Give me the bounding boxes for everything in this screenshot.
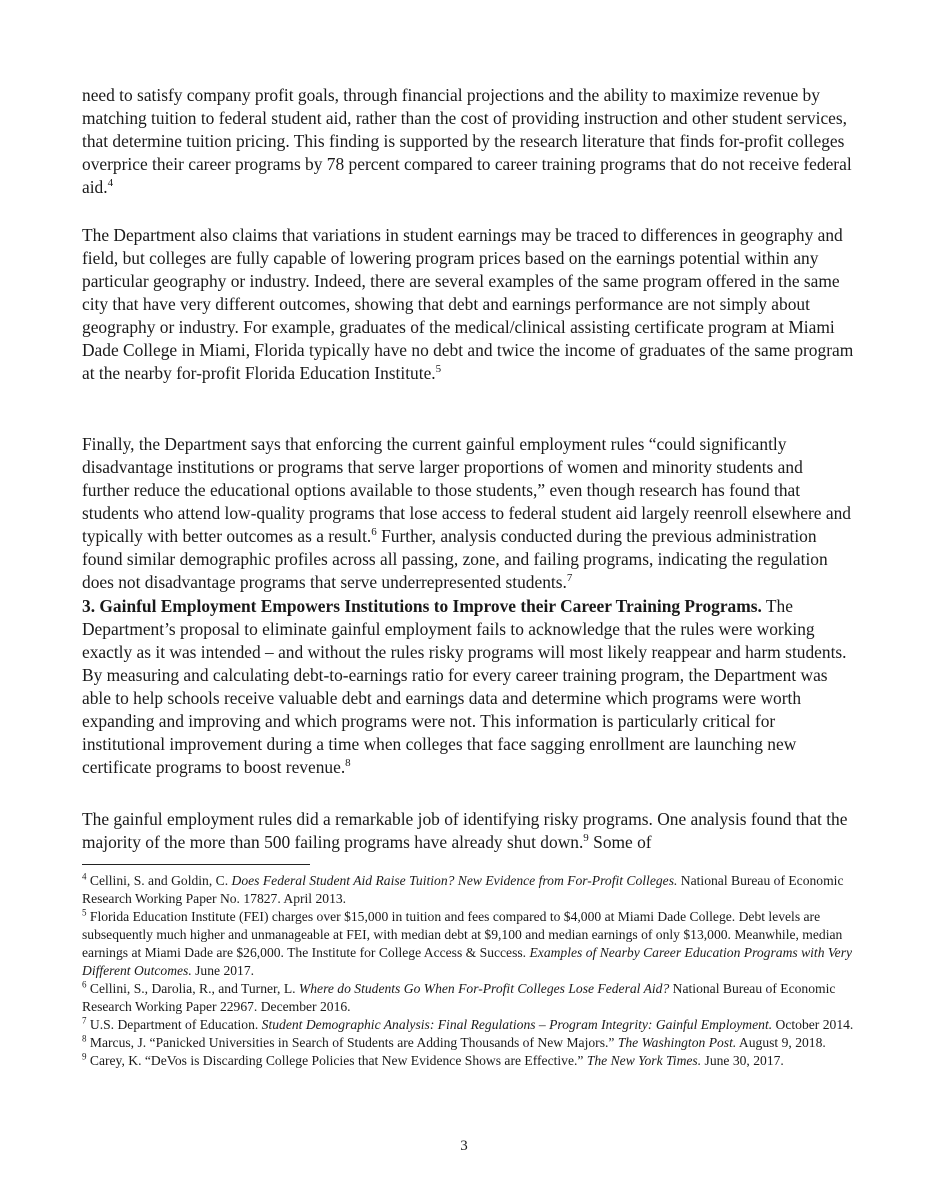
footnote-title: The New York Times.	[586, 1053, 702, 1068]
paragraph-text: Finally, the Department says that enforcing the current gainful employment rules “could significantly disadvantage institutions or programs that serve larger proportions of women and minority students and further reduce the educational options available to those students,” even though research has found that students who attend low-quality programs that lose access to federal student aid largely reenroll elsewhere and typically with better outcomes as a result.	[82, 434, 851, 546]
body-paragraph	[82, 808, 854, 854]
footnote-text: Carey, K. “DeVos is Discarding College Policies that New Evidence Shows are Effective.”	[86, 1053, 587, 1068]
footnote-reference: 6	[371, 526, 377, 539]
footnote-number: 8	[82, 1033, 87, 1044]
paragraph-text: Further, analysis conducted during the previous administration found similar demographic profiles across all passing, zone, and failing programs, indicating the regulation does not disadvantage programs that serve underrepresented students.	[82, 526, 828, 592]
body-paragraph	[82, 433, 854, 594]
footnote-text: National Bureau of Economic Research Working Paper No. 17827. April 2013.	[82, 873, 844, 906]
footnote-text: August 9, 2018.	[736, 1035, 826, 1050]
footnote-title: Where do Students Go When For-Profit Colleges Lose Federal Aid?	[298, 981, 670, 996]
footnotes-section	[82, 872, 857, 1070]
footnote-text: Cellini, S. and Goldin, C.	[86, 873, 232, 888]
paragraph-text: need to satisfy company profit goals, through financial projections and the ability to maximize revenue by matching tuition to federal student aid, rather than the cost of providing instruction and other student services, that determine tuition pricing. This finding is supported by the research literature that finds for-profit colleges overprice their career programs by 78 percent compared to career training programs that do not receive federal aid.	[82, 85, 852, 197]
footnote	[82, 1034, 857, 1052]
footnote-text: National Bureau of Economic Research Working Paper 22967. December 2016.	[82, 981, 836, 1014]
page-number: 3	[460, 1138, 468, 1154]
footnote-title: Does Federal Student Aid Raise Tuition? New Evidence from For-Profit Colleges.	[231, 873, 678, 888]
footnote-reference: 8	[345, 757, 351, 770]
footnote-number: 7	[82, 1015, 87, 1026]
footnote-divider	[82, 864, 310, 865]
footnote	[82, 1052, 857, 1070]
footnote-title: Examples of Nearby Career Education Programs with Very Different Outcomes.	[82, 945, 853, 978]
footnote-text: June 2017.	[191, 963, 255, 978]
footnote-title: The Washington Post.	[617, 1035, 737, 1050]
footnote-reference: 7	[566, 572, 573, 585]
footnote-number: 9	[82, 1051, 87, 1062]
footnote-text: October 2014.	[772, 1017, 854, 1032]
paragraph-text: The Department also claims that variations in student earnings may be traced to differences in geography and field, but colleges are fully capable of lowering program prices based on the earnings potential within any particular geography or industry. Indeed, there are several examples of the same program offered in the same city that have very different outcomes, showing that debt and earnings performance are not simply about geography or industry. For example, graduates of the medical/clinical assisting certificate program at Miami Dade College in Miami, Florida typically have no debt and twice the income of graduates of the same program at the nearby for-profit Florida Education Institute.	[82, 225, 854, 383]
paragraph-text: Some of	[588, 832, 652, 852]
footnote-text: Cellini, S., Darolia, R., and Turner, L.	[86, 981, 299, 996]
footnote-reference: 5	[435, 363, 442, 376]
footnote-title: Student Demographic Analysis: Final Regulations – Program Integrity: Gainful Employment.	[261, 1017, 773, 1032]
footnote-text: Marcus, J. “Panicked Universities in Search of Students are Adding Thousands of New Majors.”	[86, 1035, 618, 1050]
footnote-text: Florida Education Institute (FEI) charges over $15,000 in tuition and fees compared to $4,000 at Miami Dade College. Debt levels are subsequently much higher and unmanageable at FEI, with median debt at $9,100 and median earnings of only $13,000. Meanwhile, median earnings at Miami Dade are $26,000. The Institute for College Access & Success.	[82, 909, 843, 960]
footnote-reference: 9	[583, 832, 589, 845]
footnote-text: June 30, 2017.	[701, 1053, 784, 1068]
footnote-number: 4	[82, 871, 87, 882]
footnote-number: 5	[82, 907, 87, 918]
section-paragraph	[82, 595, 854, 779]
footnote-text: U.S. Department of Education.	[86, 1017, 262, 1032]
footnote-number: 6	[82, 979, 87, 990]
body-paragraph	[82, 224, 854, 385]
footnote	[82, 1016, 857, 1034]
footnote	[82, 872, 857, 908]
footnote	[82, 980, 857, 1016]
paragraph-text: The Department’s proposal to eliminate gainful employment fails to acknowledge that the rules were working exactly as it was intended – and without the rules risky programs will most likely reappear and harm students. By measuring and calculating debt-to-earnings ratio for every career training program, the Department was able to help schools receive valuable debt and earnings data and determine which programs were worth expanding and improving and which programs were not. This information is particularly critical for institutional improvement during a time when colleges that face sagging enrollment are launching new certificate programs to boost revenue.	[82, 596, 847, 777]
paragraph-text: The gainful employment rules did a remarkable job of identifying risky programs. One analysis found that the majority of the more than 500 failing programs have already shut down.	[82, 809, 848, 852]
section-heading: 3. Gainful Employment Empowers Institutions to Improve their Career Training Programs.	[82, 596, 762, 616]
body-paragraph	[82, 84, 854, 199]
footnote	[82, 908, 857, 980]
footnote-reference: 4	[107, 177, 114, 190]
